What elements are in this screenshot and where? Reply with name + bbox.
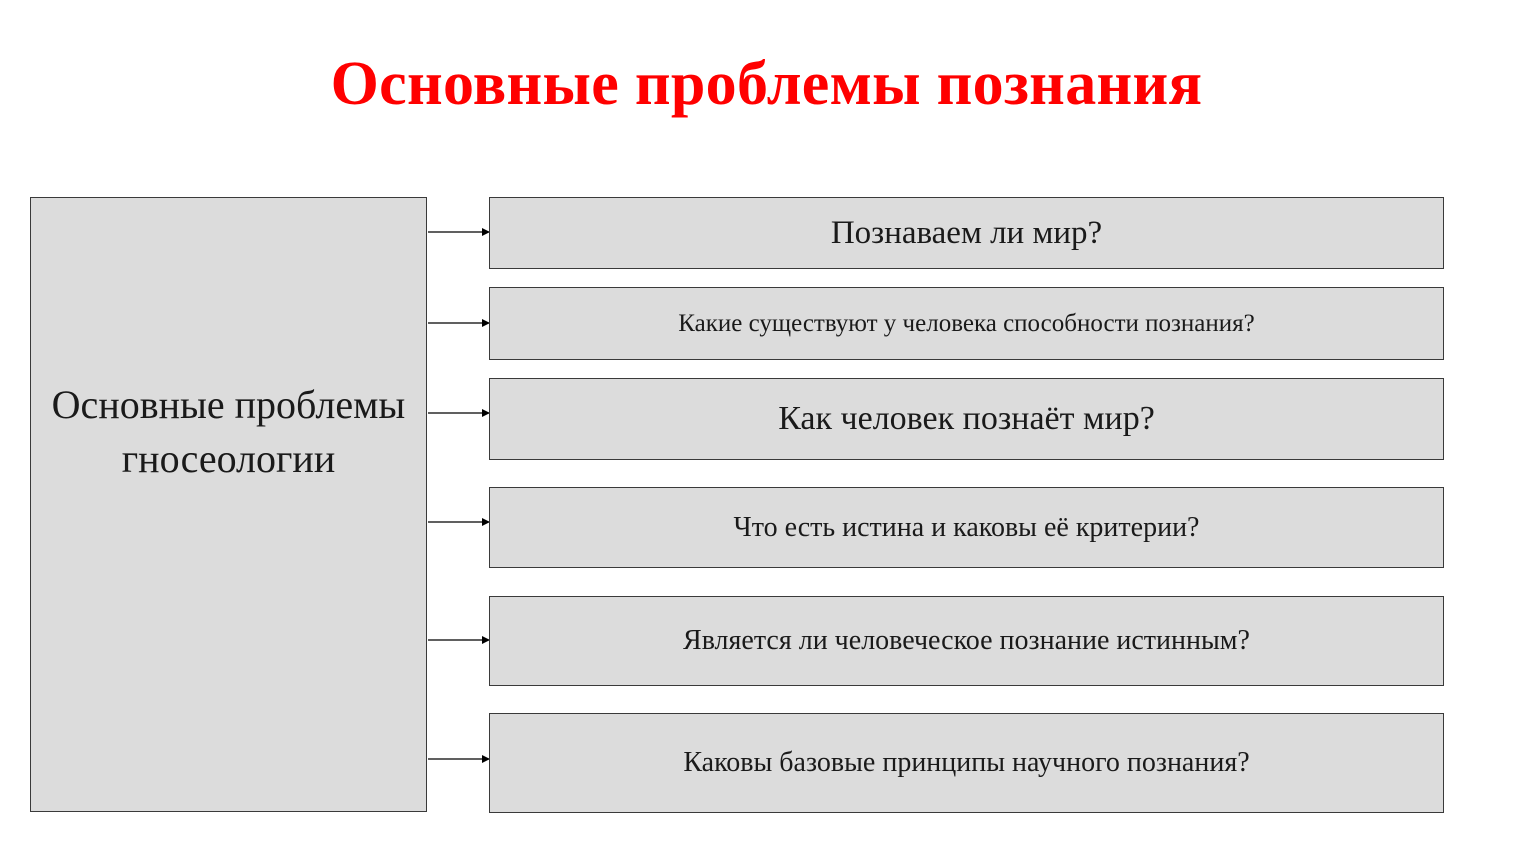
root-label: Основные проблемы гносеологии [51, 382, 406, 481]
question-box: Что есть истина и каковы её критерии? [489, 487, 1444, 568]
question-box: Как человек познаёт мир? [489, 378, 1444, 460]
question-box: Каковы базовые принципы научного познания? [489, 713, 1444, 813]
question-box: Является ли человеческое познание истинным? [489, 596, 1444, 686]
question-box: Какие существуют у человека способности познания? [489, 287, 1444, 360]
question-box: Познаваем ли мир? [489, 197, 1444, 269]
slide-title: Основные проблемы познания [330, 50, 1203, 118]
